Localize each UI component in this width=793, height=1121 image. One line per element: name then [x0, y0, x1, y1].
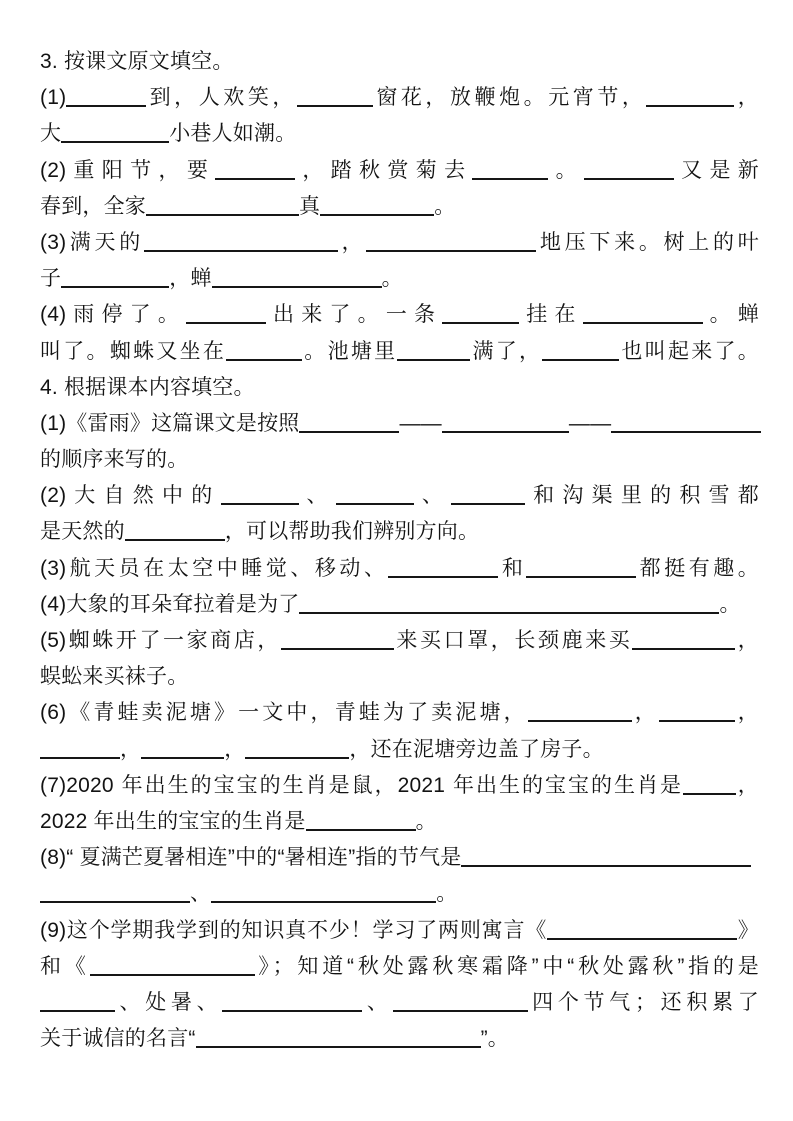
- document-line: [40, 261, 759, 297]
- fill-in-blank-line: [245, 757, 349, 759]
- text-run: ，踏秋赏菊去: [295, 158, 473, 182]
- document-line: [40, 623, 759, 659]
- fill-in-blank-line: [451, 503, 525, 505]
- text-run: 子: [40, 267, 62, 291]
- text-run: 的顺序来写的。: [40, 448, 189, 472]
- document-line: [40, 406, 759, 442]
- document-line: [40, 80, 759, 116]
- text-run: (4)大象的耳朵耷拉着是为了: [40, 592, 300, 616]
- document-line: [40, 334, 759, 370]
- text-run: 》: [737, 918, 760, 942]
- text-run: 》；知道“秋处露秋寒霜降”中“秋处露秋”指的是: [254, 954, 760, 978]
- document-line: [40, 913, 759, 949]
- text-run: ，蝉: [169, 267, 212, 291]
- text-run: ——: [399, 411, 442, 435]
- text-run: ，: [734, 86, 760, 110]
- fill-in-blank-line: [211, 901, 436, 903]
- text-run: 、: [362, 990, 393, 1014]
- text-run: ，: [631, 701, 659, 725]
- fill-in-blank-line: [542, 359, 619, 361]
- fill-in-blank-line: [141, 757, 224, 759]
- text-run: 地压下来。树上的叶: [536, 230, 759, 254]
- document-line: [40, 949, 759, 985]
- text-run: 。: [381, 267, 403, 291]
- text-run: 四个节气；还积累了: [527, 990, 759, 1014]
- text-run: 。池塘里: [302, 339, 398, 363]
- text-run: 2022 年出生的宝宝的生肖是: [40, 809, 306, 833]
- text-run: ，还在泥塘旁边盖了房子。: [349, 737, 604, 761]
- document-line: [40, 478, 759, 514]
- fill-in-blank-line: [299, 612, 719, 614]
- fill-in-blank-line: [144, 250, 338, 252]
- fill-in-blank-line: [146, 214, 299, 216]
- text-run: 。: [436, 882, 458, 906]
- fill-in-blank-line: [226, 359, 302, 361]
- text-run: (2)重阳节，要: [40, 158, 216, 182]
- text-run: ，: [735, 629, 759, 652]
- text-run: 也叫起来了。: [619, 339, 759, 363]
- text-run: 、处暑、: [115, 990, 223, 1014]
- fill-in-blank-line: [388, 576, 498, 578]
- text-run: (7)2020 年出生的宝宝的生肖是鼠，2021 年出生的宝宝的生肖是: [40, 773, 683, 797]
- text-run: 。蝉: [702, 303, 759, 327]
- text-run: 、: [190, 882, 212, 906]
- document-line: [40, 1021, 759, 1057]
- fill-in-blank-line: [393, 1010, 528, 1012]
- text-run: 挂在: [519, 303, 583, 327]
- document-line: [40, 442, 759, 478]
- text-run: (9)这个学期我学到的知识真不少！学习了两则寓言《: [40, 918, 548, 942]
- text-run: (2)大自然中的: [40, 484, 221, 508]
- text-run: 关于诚信的名言“: [40, 1027, 196, 1051]
- fill-in-blank-line: [442, 431, 569, 433]
- fill-in-blank-line: [320, 214, 434, 216]
- fill-in-blank-line: [212, 286, 382, 288]
- document-line: [40, 732, 759, 768]
- text-run: 又是新: [673, 158, 760, 182]
- text-run: 和沟渠里的积雪都: [525, 484, 759, 508]
- fill-in-blank-line: [461, 865, 751, 867]
- text-run: 窗花，放鞭炮。元宵节，: [372, 86, 647, 110]
- text-run: ，: [224, 737, 246, 761]
- section-heading: 3. 按课文原文填空。: [40, 50, 234, 73]
- fill-in-blank-line: [221, 503, 299, 505]
- text-run: (8)“ 夏满芒夏暑相连”中的“暑相连”指的节气是: [40, 846, 462, 870]
- text-run: 小巷人如潮。: [169, 122, 297, 146]
- fill-in-blank-line: [215, 178, 295, 180]
- text-run: 到，人欢笑，: [146, 86, 297, 110]
- document-line: [40, 189, 759, 225]
- text-run: ，: [734, 701, 759, 725]
- text-run: ，可以帮助我们辨别方向。: [224, 520, 480, 544]
- fill-in-blank-line: [472, 178, 548, 180]
- document-line: [40, 840, 759, 876]
- text-run: ——: [568, 411, 612, 435]
- fill-in-blank-line: [526, 576, 636, 578]
- fill-in-blank-line: [90, 974, 255, 976]
- document-line: [40, 587, 759, 623]
- text-run: ，: [338, 230, 367, 254]
- fill-in-blank-line: [40, 901, 190, 903]
- text-run: 是天然的: [40, 520, 125, 544]
- fill-in-blank-line: [299, 431, 399, 433]
- document-line: [40, 659, 759, 695]
- text-run: 真: [299, 194, 321, 218]
- document-line: [40, 551, 759, 587]
- fill-in-blank-line: [547, 938, 737, 940]
- fill-in-blank-line: [336, 503, 414, 505]
- fill-in-blank-line: [366, 250, 536, 252]
- text-run: 和《: [40, 954, 90, 978]
- fill-in-blank-line: [186, 322, 266, 324]
- fill-in-blank-line: [61, 141, 169, 143]
- text-run: (5)蜘蛛开了一家商店，: [40, 629, 282, 652]
- text-run: ，: [735, 773, 759, 797]
- text-run: 。: [434, 194, 456, 218]
- fill-in-blank-line: [40, 1010, 115, 1012]
- fill-in-blank-line: [281, 648, 394, 650]
- text-run: 叫了。蜘蛛又坐在: [40, 339, 227, 363]
- text-run: 出来了。一条: [266, 303, 443, 327]
- text-run: 蜈蚣来买袜子。: [40, 665, 189, 689]
- text-run: 、: [413, 484, 452, 508]
- text-run: ，: [120, 737, 142, 761]
- document-line: [40, 804, 759, 840]
- text-run: 来买口罩，长颈鹿来买: [394, 629, 633, 652]
- fill-in-blank-line: [125, 539, 225, 541]
- fill-in-blank-line: [222, 1010, 362, 1012]
- document-line: [40, 225, 759, 261]
- fill-in-blank-line: [632, 648, 735, 650]
- text-run: (1)《雷雨》这篇课文是按照: [40, 411, 300, 435]
- text-run: 春到，全家: [40, 194, 146, 218]
- text-run: (3)满天的: [40, 230, 145, 254]
- fill-in-blank-line: [196, 1046, 481, 1048]
- section-heading: 4. 根据课本内容填空。: [40, 375, 255, 399]
- document-line: [40, 153, 759, 189]
- text-run: 。: [548, 158, 584, 182]
- text-run: 大: [40, 122, 62, 146]
- text-run: (1): [40, 86, 67, 110]
- text-run: 。: [415, 809, 437, 833]
- fill-in-blank-line: [584, 178, 674, 180]
- document-line: [40, 695, 759, 731]
- fill-in-blank-line: [40, 757, 120, 759]
- fill-in-blank-line: [611, 431, 761, 433]
- text-run: 都挺有趣。: [636, 556, 759, 580]
- document-line: [40, 116, 759, 152]
- fill-in-blank-line: [66, 105, 146, 107]
- fill-in-blank-line: [306, 829, 416, 831]
- text-run: 满了，: [470, 339, 543, 363]
- fill-in-blank-line: [442, 322, 519, 324]
- text-run: (4)雨停了。: [40, 303, 187, 327]
- fill-in-blank-line: [397, 359, 470, 361]
- text-run: 。: [719, 592, 741, 616]
- fill-in-blank-line: [646, 105, 734, 107]
- document-line: [40, 768, 759, 804]
- fill-in-blank-line: [683, 793, 736, 795]
- fill-in-blank-line: [61, 286, 169, 288]
- text-run: 和: [498, 556, 527, 580]
- document-line: [40, 985, 759, 1021]
- document-line: [40, 876, 759, 912]
- document-line: [40, 514, 759, 550]
- fill-in-blank-line: [528, 720, 632, 722]
- text-run: (3)航天员在太空中睡觉、移动、: [40, 556, 389, 580]
- text-run: ”。: [480, 1027, 509, 1051]
- document-line: [40, 297, 759, 333]
- text-run: (6)《青蛙卖泥塘》一文中，青蛙为了卖泥塘，: [40, 701, 528, 725]
- fill-in-blank-line: [583, 322, 703, 324]
- fill-in-blank-line: [659, 720, 735, 722]
- text-run: 、: [298, 484, 336, 508]
- fill-in-blank-line: [297, 105, 373, 107]
